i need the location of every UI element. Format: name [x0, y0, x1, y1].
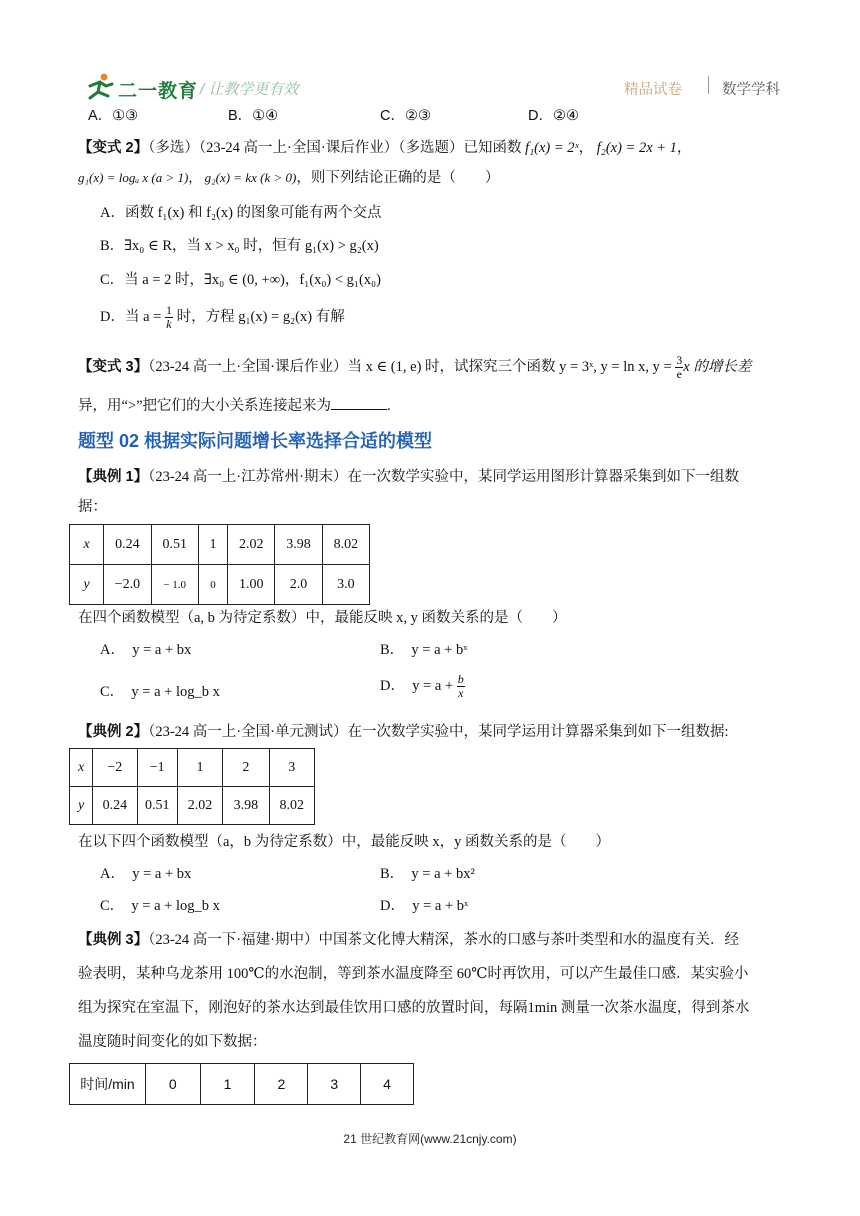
table-cell: 2.02: [177, 787, 222, 825]
variant-2-f1: f₁(x) = 2ˣ: [525, 140, 579, 156]
variant-2-option-b: B．∃x₀ ∈ R，当 x > x₀ 时，恒有 g₁(x) > g₂(x): [100, 238, 379, 254]
table-cell: 1: [198, 525, 227, 565]
variant-2-text: （多选）（23-24 高一上·全国·课后作业）（多选题）已知函数: [148, 140, 522, 156]
variant-2-stem-line2: g₁(x) = logₐ x (a > 1)， g₂(x) = kx (k > 0)，则下列结论正确的是（ ）: [78, 170, 500, 186]
example-1-option-b: B． y = a + bˣ: [380, 642, 468, 658]
example-2-question: 在以下四个函数模型（a，b 为待定系数）中，最能反映 x，y 函数关系的是（ ）: [78, 834, 611, 850]
table-cell: 2.0: [275, 565, 322, 605]
fraction-denominator: x: [458, 686, 464, 700]
table-cell: 0.24: [93, 787, 137, 825]
table-row: [70, 565, 370, 605]
brand-name: 二一教育: [118, 81, 199, 102]
table-cell: 2: [255, 1064, 308, 1105]
variant-2-option-d: [100, 304, 345, 331]
variant-3-text: （23-24 高一上·全国·课后作业）当 x ∈ (1, e) 时，试探究三个函数 y = 3ˣ, y = ln x, y =: [148, 358, 672, 375]
variant-2-option-c: C．当 a = 2 时，∃x₀ ∈ (0, +∞)，f₁(x₀) < g₁(x₀): [100, 272, 381, 288]
prev-option-c: C．②③: [380, 108, 431, 124]
variant-2-g1: g₁(x) = logₐ x (a > 1): [78, 170, 189, 185]
fraction-numerator: 1: [165, 303, 172, 317]
table-cell: 2: [223, 749, 269, 787]
section-title: 题型 02 根据实际问题增长率选择合适的模型: [78, 431, 433, 451]
example-2-table: [69, 748, 315, 825]
example-3-line2: 验表明，某种乌龙茶用 100℃的水泡制，等到茶水温度降至 60℃时再饮用，可以产生最佳口感．某实验小: [78, 966, 749, 982]
variant-2-option-d-post: 时，方程 g₁(x) = g₂(x) 有解: [176, 308, 345, 325]
example-1-stem-line2: 据：: [78, 499, 107, 515]
table-cell: 0: [145, 1064, 200, 1105]
table-cell: 3.98: [223, 787, 269, 825]
example-2-option-b: B． y = a + bx²: [380, 866, 475, 882]
variant-3-stem: [78, 354, 751, 381]
example-2-option-c: C． y = a + log_b x: [100, 898, 220, 914]
example-3-stem: [78, 928, 739, 949]
table-cell: 0.51: [137, 787, 177, 825]
example-1-stem: [78, 465, 739, 486]
prev-option-d: D．②④: [528, 108, 579, 124]
variant-3-tag: 【变式 3】: [78, 358, 149, 375]
prev-option-b: B．①④: [228, 108, 279, 124]
table-cell: x: [70, 749, 93, 787]
table-cell: 1: [200, 1064, 255, 1105]
table-cell: − 1.0: [151, 565, 198, 605]
fraction-numerator: 3: [676, 353, 683, 367]
example-1-option-c: C． y = a + log_b x: [100, 684, 220, 700]
fraction-denominator: e: [676, 367, 682, 381]
prev-option-a: A．①③: [88, 108, 139, 124]
variant-2-g2: g₂(x) = kx (k > 0): [204, 170, 297, 185]
example-3-table: [69, 1063, 414, 1105]
example-1-fraction: [457, 673, 465, 700]
example-1-option-d: [380, 673, 465, 700]
table-cell: 3: [308, 1064, 361, 1105]
variant-2-option-a: A．函数 f₁(x) 和 f₂(x) 的图象可能有两个交点: [100, 205, 382, 221]
example-3-line4: 温度随时间变化的如下数据：: [78, 1034, 267, 1050]
answer-blank[interactable]: [331, 397, 387, 410]
table-cell: 8.02: [322, 525, 369, 565]
example-1-tag: 【典例 1】: [78, 469, 149, 485]
table-cell: y: [70, 565, 104, 605]
table-cell: 3.98: [275, 525, 322, 565]
example-3-line3: 组为探究在室温下，刚泡好的茶水达到最佳饮用口感的放置时间，每隔1min 测量一次茶水温度，得到茶水: [78, 1000, 750, 1016]
table-row: [70, 1064, 414, 1105]
example-3-text: （23-24 高一下·福建·期中）中国茶文化博大精深，茶水的口感与茶叶类型和水的温度有关．经: [148, 932, 739, 948]
example-3-tag: 【典例 3】: [78, 932, 149, 948]
brand-slogan: / 让教学更有效: [200, 81, 299, 98]
header-divider: [708, 76, 709, 94]
variant-3-line2: [78, 394, 391, 415]
variant-3-line2-text: 异，用“>”把它们的大小关系连接起来为: [78, 398, 332, 414]
example-1-option-d-pre: D． y = a +: [380, 677, 454, 694]
table-row: [70, 787, 315, 825]
table-cell: −2.0: [104, 565, 151, 605]
fraction-denominator: k: [166, 317, 172, 331]
variant-3-period: .: [387, 398, 391, 414]
table-cell: 3.0: [322, 565, 369, 605]
table-cell: −1: [137, 749, 177, 787]
table-cell: 0.51: [151, 525, 198, 565]
example-2-stem: [78, 720, 728, 741]
variant-2-option-d-pre: D．当 a =: [100, 308, 162, 325]
table-cell: y: [70, 787, 93, 825]
variant-2-tag: 【变式 2】: [78, 140, 149, 156]
fraction-numerator: b: [457, 672, 464, 686]
table-row: [70, 749, 315, 787]
table-row: [70, 525, 370, 565]
table-cell: 1.00: [228, 565, 275, 605]
example-1-table: [69, 524, 370, 605]
example-2-option-a: A． y = a + bx: [100, 866, 192, 882]
header-label: 精品试卷: [624, 82, 682, 98]
table-cell: 2.02: [228, 525, 275, 565]
example-2-tag: 【典例 2】: [78, 724, 149, 740]
example-2-text: （23-24 高一上·全国·单元测试）在一次数学实验中，某同学运用计算器采集到如下一组数据:: [148, 724, 729, 740]
table-cell: 0.24: [104, 525, 151, 565]
table-cell: −2: [93, 749, 137, 787]
table-cell: 8.02: [269, 787, 314, 825]
variant-2-f2: f₂(x) = 2x + 1: [596, 140, 677, 156]
example-1-text: （23-24 高一上·江苏常州·期末）在一次数学实验中，某同学运用图形计算器采集到如下一组数: [148, 469, 739, 485]
table-cell: 4: [361, 1064, 414, 1105]
variant-3-text-tail: x 的增长差: [683, 358, 752, 375]
header-subject: 数学学科: [722, 82, 780, 98]
table-cell: 0: [198, 565, 227, 605]
variant-2-fraction: [165, 304, 173, 331]
table-cell: 1: [177, 749, 222, 787]
table-cell: 时间/min: [70, 1064, 146, 1105]
table-cell: x: [70, 525, 104, 565]
table-cell: 3: [269, 749, 314, 787]
page-footer: 21 世纪教育网(www.21cnjy.com): [343, 1132, 517, 1146]
runner-logo-icon: [82, 72, 118, 100]
example-1-question: 在四个函数模型（a, b 为待定系数）中，最能反映 x, y 函数关系的是（ ）: [78, 610, 567, 626]
variant-2-tail: ，则下列结论正确的是（ ）: [296, 170, 500, 186]
example-1-option-a: A． y = a + bx: [100, 642, 192, 658]
variant-2-stem: 【变式 2】（多选）（23-24 高一上·全国·课后作业）（多选题）已知函数 f₁(x) = 2ˣ， f₂(x) = 2x + 1，: [78, 140, 692, 156]
example-2-option-d: D． y = a + bˣ: [380, 898, 469, 914]
